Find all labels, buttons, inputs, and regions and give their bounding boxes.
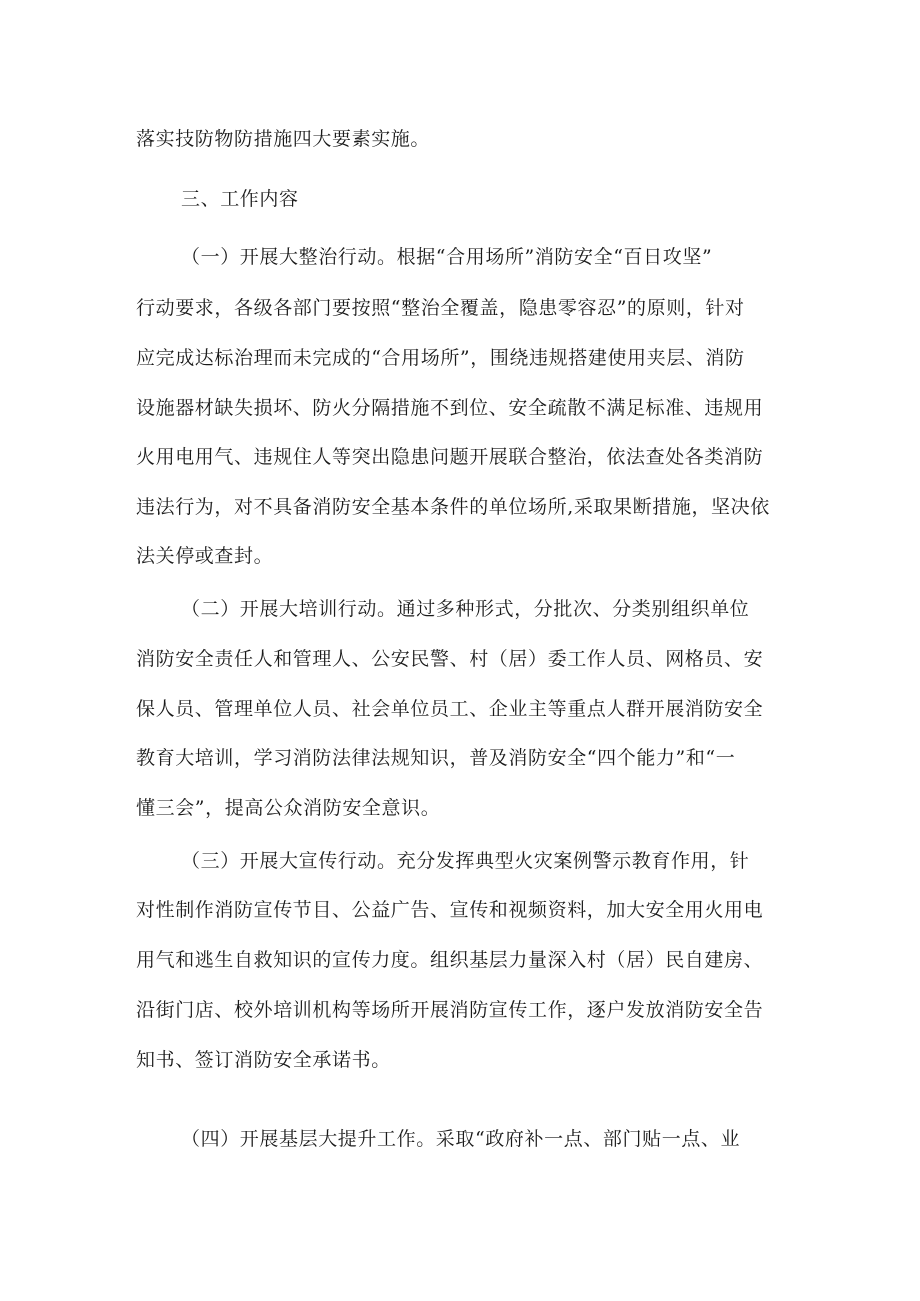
text-line-11: 消防安全责任人和管理人、公安民警、村（居）委工作人员、网格员、安 bbox=[136, 648, 764, 670]
text-line-13: 教育大培训，学习消防法律法规知识，普及消防安全“四个能力”和“一 bbox=[136, 747, 736, 769]
text-line-7: 火用电用气、违规住人等突出隐患问题开展联合整治，依法查处各类消防 bbox=[136, 446, 764, 468]
text-line-5: 应完成达标治理而未完成的“合用场所”，围绕违规搭建使用夹层、消防 bbox=[136, 347, 745, 369]
text-line-4: 行动要求，各级各部门要按照“整治全覆盖，隐患零容忍”的原则，针对 bbox=[136, 297, 745, 319]
section-heading: 三、工作内容 bbox=[181, 188, 299, 210]
text-line-6: 设施器材缺失损坏、防火分隔措施不到位、安全疏散不满足标准、违规用 bbox=[136, 397, 764, 419]
text-line-15: （三）开展大宣传行动。充分发挥典型火灾案例警示教育作用，针 bbox=[181, 850, 750, 872]
text-line-10: （二）开展大培训行动。通过多种形式，分批次、分类别组织单位 bbox=[181, 598, 750, 620]
text-line-19: 知书、签订消防安全承诺书。 bbox=[136, 1049, 391, 1071]
text-line-16: 对性制作消防宣传节目、公益广告、宣传和视频资料，加大安全用火用电 bbox=[136, 899, 764, 921]
text-line-8: 违法行为，对不具备消防安全基本条件的单位场所,采取果断措施，坚决依 bbox=[136, 496, 770, 518]
text-line-18: 沿街门店、校外培训机构等场所开展消防宣传工作，逐户发放消防安全告 bbox=[136, 999, 764, 1021]
text-line-20: （四）开展基层大提升工作。采取“政府补一点、部门贴一点、业 bbox=[181, 1128, 741, 1150]
text-line-17: 用气和逃生自救知识的宣传力度。组织基层力量深入村（居）民自建房、 bbox=[136, 949, 764, 971]
text-line-12: 保人员、管理单位人员、社会单位员工、企业主等重点人群开展消防安全 bbox=[136, 698, 764, 720]
text-line-14: 懂三会”，提高公众消防安全意识。 bbox=[136, 797, 441, 819]
text-line-9: 法关停或查封。 bbox=[136, 545, 274, 567]
text-line-1: 落实技防物防措施四大要素实施。 bbox=[136, 128, 431, 150]
text-line-3: （一）开展大整治行动。根据“合用场所”消防安全“百日攻坚” bbox=[181, 246, 713, 268]
